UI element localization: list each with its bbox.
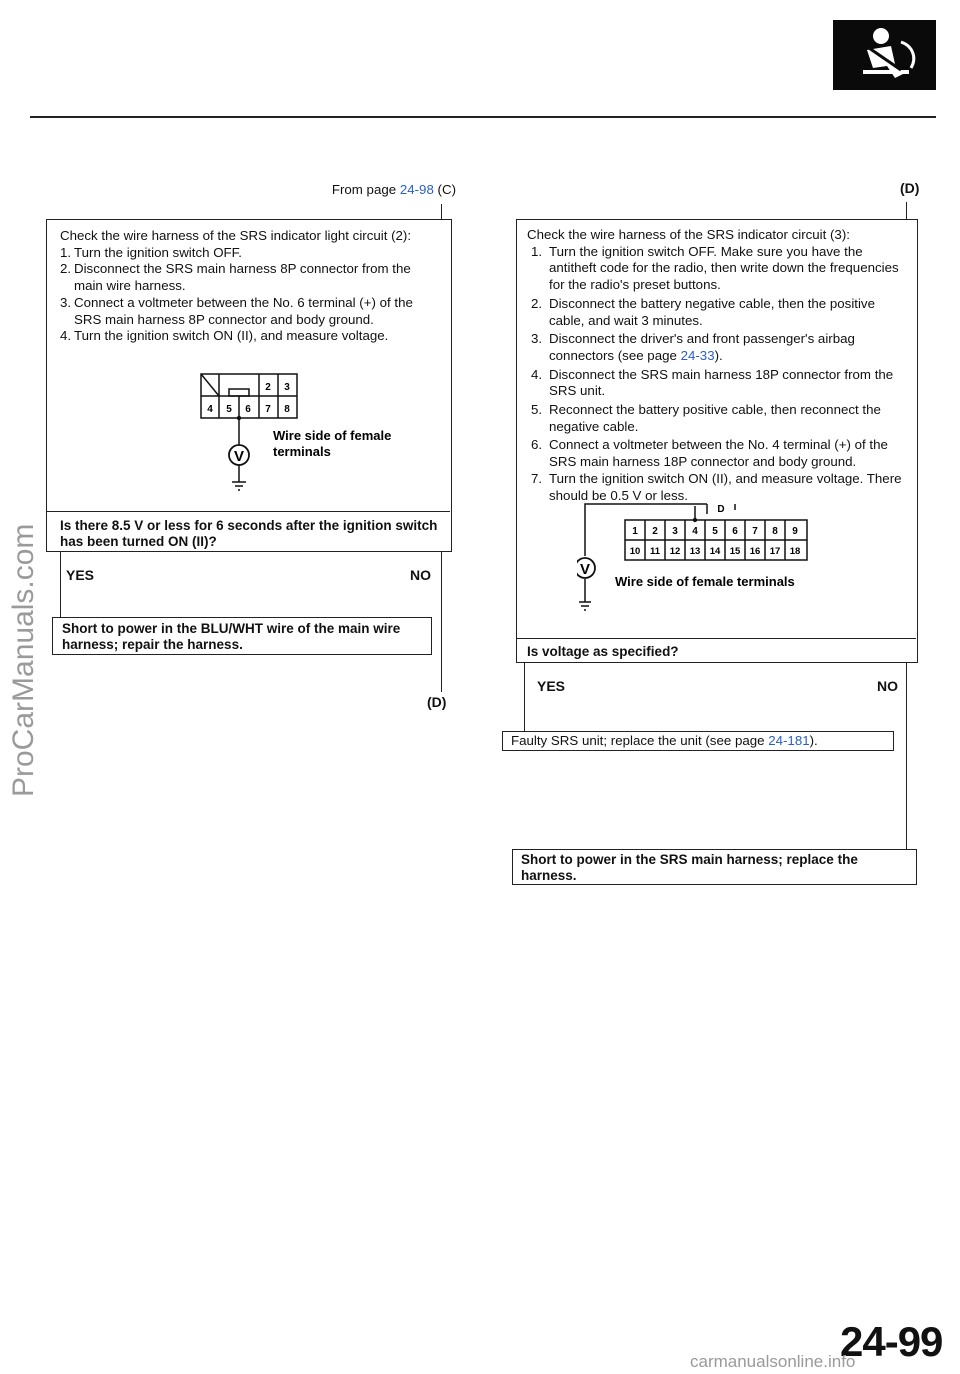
list-item: 1. Turn the ignition switch OFF. [60, 244, 242, 260]
result-text: Short to power in the SRS main harness; replace the harness. [521, 852, 858, 883]
terminal-label: 18 [789, 546, 801, 557]
step-list [60, 245, 442, 345]
terminal-label: 2 [265, 382, 271, 393]
terminal-label: 8 [284, 404, 290, 415]
terminal-label: 15 [729, 546, 741, 557]
connector-18p-diagram [577, 498, 877, 618]
seat-belt-airbag-icon [833, 20, 936, 90]
connector-line [906, 202, 907, 220]
list-item: 5. Reconnect the battery positive cable, then reconnect the negative cable. [531, 402, 881, 434]
terminal-label: 8 [772, 526, 778, 537]
result-box-right [512, 849, 917, 885]
page-link-24-181[interactable]: 24-181 [768, 733, 810, 748]
list-item: 3. Connect a voltmeter between the No. 6 terminal (+) of the SRS main harness 8P connector and body ground. [60, 294, 413, 327]
wire-side-caption: terminals [273, 444, 331, 459]
page-link-24-33[interactable]: 24-33 [680, 347, 715, 363]
side-watermark: ProCarManuals.com [7, 523, 40, 797]
goto-d-label: (D) [427, 694, 447, 710]
check-box-left [46, 219, 452, 552]
no-label: NO [410, 567, 431, 583]
connector-line [906, 663, 907, 850]
header-rule [30, 116, 936, 118]
terminal-label: 12 [669, 546, 681, 557]
terminal-label: 3 [672, 526, 678, 537]
question-text: Is there 8.5 V or less for 6 seconds after the ignition switch has been turned ON (II)? [60, 518, 438, 549]
list-item: 2. Disconnect the SRS main harness 8P connector from the main wire harness. [60, 261, 411, 294]
terminal-label: 17 [769, 546, 781, 557]
terminal-label: 11 [649, 546, 661, 557]
yes-label: YES [66, 567, 95, 583]
wire-side-caption: Wire side of female terminals [615, 574, 795, 589]
terminal-label: 13 [689, 546, 701, 557]
bottom-watermark: carmanualsonline.info [690, 1352, 856, 1371]
wire-side-caption: Wire side of female [273, 428, 392, 443]
terminal-label: 1 [632, 526, 638, 537]
step-list [527, 244, 909, 505]
list-item: 4. Turn the ignition switch ON (II), and measure voltage. [60, 328, 389, 344]
connector-line [441, 552, 442, 692]
terminal-label: 4 [207, 404, 213, 415]
check-box-right [516, 219, 918, 663]
check-title: Check the wire harness of the SRS indicator circuit (3): [527, 227, 850, 242]
page-link-24-98[interactable]: 24-98 [399, 182, 434, 197]
terminal-label: 7 [752, 526, 758, 537]
yes-label: YES [537, 678, 566, 694]
result-box-left [52, 617, 432, 655]
question-divider [47, 511, 450, 512]
terminal-label: 6 [245, 404, 251, 415]
from-d-label: (D) [900, 180, 920, 196]
list-item: 6. Connect a voltmeter between the No. 4 terminal (+) of the SRS main harness 18P connector and body ground. [531, 437, 888, 470]
connector-id-label: D [717, 504, 725, 515]
connector-8p-diagram [197, 370, 457, 505]
voltmeter-icon: V [579, 561, 591, 578]
check-title: Check the wire harness of the SRS indicator light circuit (2): [60, 228, 412, 243]
terminal-label: 6 [732, 526, 738, 537]
connector-line [60, 552, 61, 618]
from-page-reference: From page 24-98 (C) [331, 182, 456, 197]
terminal-label: 14 [709, 546, 721, 557]
terminal-label: 4 [692, 526, 698, 537]
terminal-label: 9 [792, 526, 798, 537]
terminal-label: 5 [712, 526, 718, 537]
voltmeter-icon: V [233, 448, 245, 465]
terminal-label: 5 [226, 404, 232, 415]
list-item: 1. Turn the ignition switch OFF. Make sure you have the antitheft code for the radio, then write down the frequencies for the radio's preset buttons. [531, 243, 899, 293]
connector-line [441, 204, 442, 220]
terminal-label: 7 [265, 404, 271, 415]
connector-line [524, 663, 525, 732]
list-item: 4. Disconnect the SRS main harness 18P connector from the SRS unit. [531, 366, 894, 399]
list-item: 3. Disconnect the driver's and front passenger's airbag connectors (see page 24-33). [531, 331, 855, 363]
terminal-label: 2 [652, 526, 658, 537]
question-divider [517, 638, 916, 639]
question-text: Is voltage as specified? [527, 644, 679, 659]
faulty-text: Faulty SRS unit; replace the unit (see page 24-181). [511, 733, 818, 748]
no-label: NO [877, 678, 898, 694]
result-text: Short to power in the BLU/WHT wire of the main wire harness; repair the harness. [62, 621, 401, 652]
list-item: 7. Turn the ignition switch ON (II), and measure voltage. There should be 0.5 V or less. [531, 470, 902, 503]
terminal-label: 16 [749, 546, 761, 557]
list-item: 2. Disconnect the battery negative cable, then the positive cable, and wait 3 minutes. [531, 295, 875, 328]
terminal-label: 3 [284, 382, 290, 393]
page-number: 24-99 [840, 1318, 943, 1365]
terminal-label: 10 [629, 546, 641, 557]
faulty-unit-box [502, 731, 894, 751]
